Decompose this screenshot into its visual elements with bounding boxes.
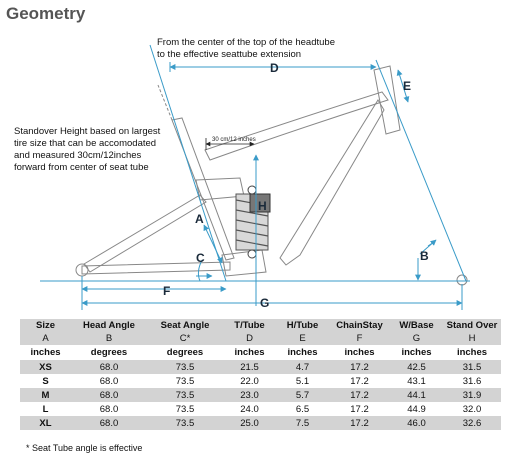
column-unit: inches: [276, 345, 329, 360]
value-cell: 24.0: [223, 402, 276, 416]
size-cell: XL: [20, 416, 71, 430]
label-g: G: [260, 296, 270, 310]
table-row: [20, 402, 501, 416]
standover-note-line: and measured 30cm/12inches: [14, 150, 142, 161]
bottom-bracket: [222, 250, 266, 276]
value-cell: 23.0: [223, 388, 276, 402]
column-code: B: [71, 332, 147, 345]
column-unit: inches: [223, 345, 276, 360]
value-cell: 32.6: [443, 416, 501, 430]
value-cell: 46.0: [390, 416, 443, 430]
value-cell: 73.5: [147, 388, 223, 402]
column-header: T/Tube: [223, 319, 276, 332]
column-header: Seat Angle: [147, 319, 223, 332]
column-code: E: [276, 332, 329, 345]
page-title: Geometry: [6, 4, 86, 23]
value-cell: 21.5: [223, 360, 276, 374]
size-cell: S: [20, 374, 71, 388]
standover-note-line: forward from center of seat tube: [14, 162, 149, 173]
label-c: C: [196, 251, 205, 265]
down-tube: [280, 100, 384, 265]
table-row: [20, 374, 501, 388]
value-cell: 43.1: [390, 374, 443, 388]
value-cell: 73.5: [147, 416, 223, 430]
value-cell: 73.5: [147, 374, 223, 388]
value-cell: 73.5: [147, 360, 223, 374]
value-cell: 68.0: [71, 402, 147, 416]
value-cell: 68.0: [71, 360, 147, 374]
standover-note-line: tire size that can be accomodated: [14, 138, 157, 149]
value-cell: 17.2: [329, 360, 390, 374]
value-cell: 25.0: [223, 416, 276, 430]
label-a: A: [195, 212, 204, 226]
column-code: H: [443, 332, 501, 345]
column-header: Head Angle: [71, 319, 147, 332]
value-cell: 5.7: [276, 388, 329, 402]
column-code: G: [390, 332, 443, 345]
size-cell: XS: [20, 360, 71, 374]
column-code: C*: [147, 332, 223, 345]
column-unit: inches: [20, 345, 71, 360]
table-header: [20, 319, 501, 360]
seat-stay: [84, 195, 206, 272]
table-row: [20, 416, 501, 430]
standover-offset-dim: [206, 137, 256, 150]
column-header: W/Base: [390, 319, 443, 332]
value-cell: 42.5: [390, 360, 443, 374]
table-row: [20, 388, 501, 402]
standover-offset-label: 30 cm/12 inches: [212, 137, 256, 143]
column-unit: inches: [329, 345, 390, 360]
top-tube-note-line: From the center of the top of the headtube: [157, 37, 335, 48]
column-header: Stand Over: [443, 319, 501, 332]
value-cell: 6.5: [276, 402, 329, 416]
value-cell: 17.2: [329, 402, 390, 416]
column-header: ChainStay: [329, 319, 390, 332]
label-h: H: [258, 199, 267, 213]
column-header: Size: [20, 319, 71, 332]
value-cell: 44.9: [390, 402, 443, 416]
value-cell: 68.0: [71, 374, 147, 388]
label-f: F: [163, 284, 171, 298]
column-code: F: [329, 332, 390, 345]
rear-shock: [236, 186, 270, 258]
value-cell: 31.5: [443, 360, 501, 374]
value-cell: 31.6: [443, 374, 501, 388]
value-cell: 5.1: [276, 374, 329, 388]
top-tube-note-line: to the effective seattube extension: [157, 49, 302, 60]
label-e: E: [403, 79, 412, 93]
footnote: * Seat Tube angle is effective: [26, 443, 143, 453]
value-cell: 7.5: [276, 416, 329, 430]
column-code: A: [20, 332, 71, 345]
value-cell: 17.2: [329, 374, 390, 388]
value-cell: 17.2: [329, 416, 390, 430]
value-cell: 44.1: [390, 388, 443, 402]
column-unit: degrees: [147, 345, 223, 360]
value-cell: 68.0: [71, 416, 147, 430]
value-cell: 22.0: [223, 374, 276, 388]
value-cell: 73.5: [147, 402, 223, 416]
value-cell: 4.7: [276, 360, 329, 374]
table-body: [20, 360, 501, 430]
standover-note-line: Standover Height based on largest: [14, 126, 161, 137]
column-unit: inches: [443, 345, 501, 360]
value-cell: 31.9: [443, 388, 501, 402]
table-row: [20, 360, 501, 374]
value-cell: 68.0: [71, 388, 147, 402]
column-header: H/Tube: [276, 319, 329, 332]
size-cell: L: [20, 402, 71, 416]
seat-angle-line: [150, 45, 226, 281]
label-d: D: [270, 61, 279, 75]
geometry-table: [20, 319, 501, 430]
column-unit: degrees: [71, 345, 147, 360]
bike-frame: [76, 66, 467, 285]
value-cell: 17.2: [329, 388, 390, 402]
label-b: B: [420, 249, 429, 263]
column-code: D: [223, 332, 276, 345]
size-cell: M: [20, 388, 71, 402]
head-angle-line: [376, 60, 466, 281]
value-cell: 32.0: [443, 402, 501, 416]
column-unit: inches: [390, 345, 443, 360]
